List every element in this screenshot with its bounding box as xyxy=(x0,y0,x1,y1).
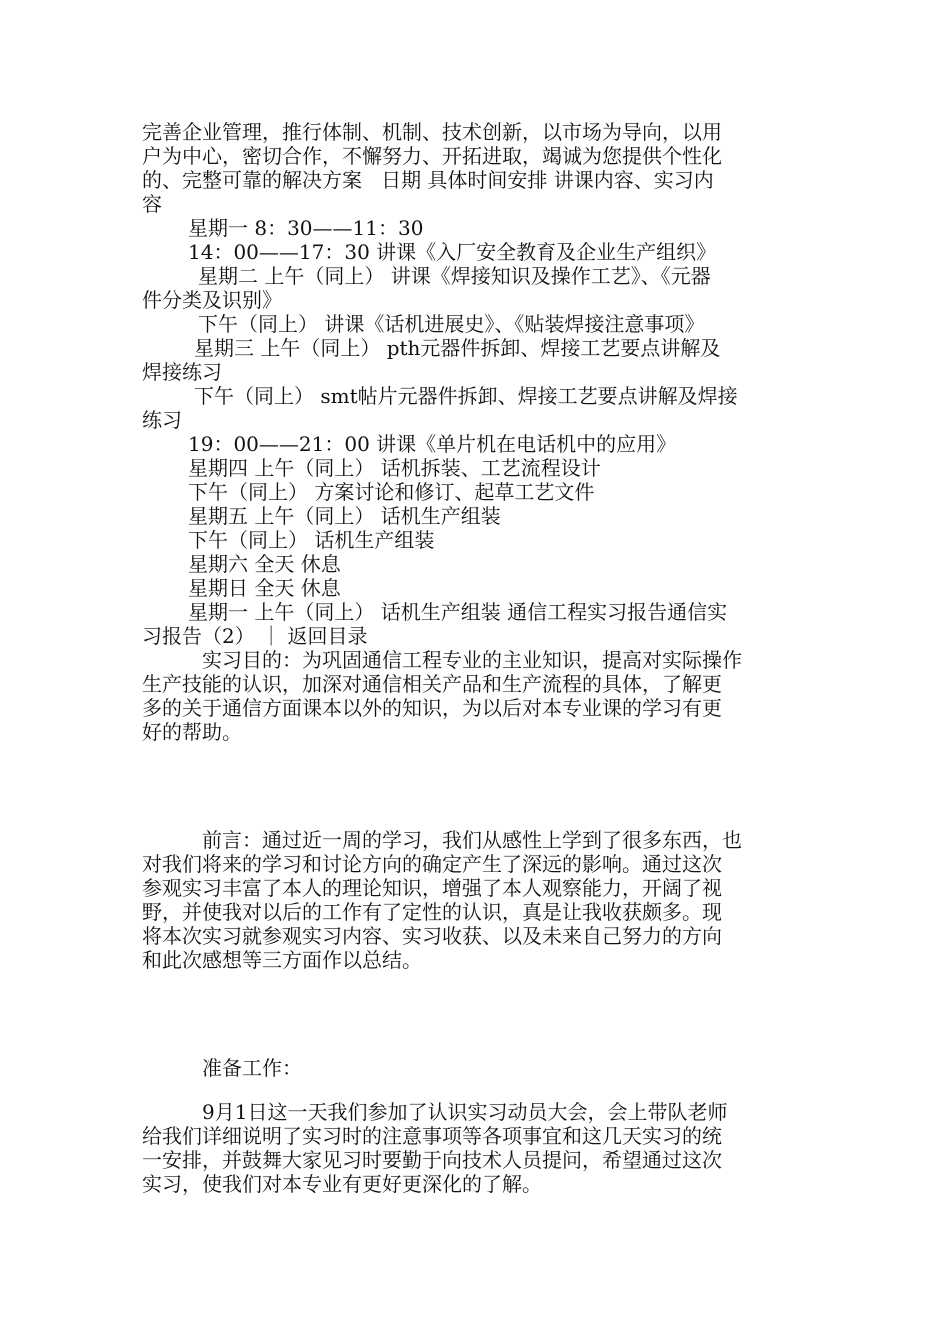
schedule-line: 习报告（2） ｜ 返回目录 xyxy=(142,624,368,648)
text-line: 多的关于通信方面课本以外的知识，为以后对本专业课的学习有更 xyxy=(142,696,722,720)
text-line: 参观实习丰富了本人的理论知识，增强了本人观察能力，开阔了视 xyxy=(142,876,722,900)
preface-paragraph xyxy=(142,828,812,972)
schedule-line: 件分类及识别》 xyxy=(142,288,282,312)
text-line: 实习，使我们对本专业有更好更深化的了解。 xyxy=(142,1172,542,1196)
intro-paragraph xyxy=(142,120,812,216)
schedule-line: 星期五 上午（同上） 话机生产组装 xyxy=(188,504,501,528)
text-line: 给我们详细说明了实习时的注意事项等各项事宜和这几天实习的统 xyxy=(142,1124,722,1148)
schedule-line: 星期六 全天 休息 xyxy=(188,552,341,576)
section-heading: 准备工作： xyxy=(202,1056,302,1080)
schedule-line: 19：00——21：00 讲课《单片机在电话机中的应用》 xyxy=(188,432,677,456)
spacer xyxy=(142,744,812,828)
text-line: 一安排，并鼓舞大家见习时要勤于向技术人员提问，希望通过这次 xyxy=(142,1148,722,1172)
schedule-line: 星期四 上午（同上） 话机拆装、工艺流程设计 xyxy=(188,456,601,480)
text-line: 完善企业管理，推行体制、机制、技术创新，以市场为导向，以用 xyxy=(142,120,722,144)
schedule-line: 练习 xyxy=(142,408,182,432)
document-body xyxy=(142,120,812,1196)
schedule-line: 下午（同上） 话机生产组装 xyxy=(188,528,435,552)
schedule-line: 星期三 上午（同上） pth元器件拆卸、焊接工艺要点讲解及 xyxy=(194,336,721,360)
schedule-line: 星期一 上午（同上） 话机生产组装 通信工程实习报告通信实 xyxy=(188,600,728,624)
text-line: 户为中心，密切合作，不懈努力、开拓进取，竭诚为您提供个性化 xyxy=(142,144,722,168)
text-line: 前言：通过近一周的学习，我们从感性上学到了很多东西，也 xyxy=(202,828,742,852)
schedule-line: 焊接练习 xyxy=(142,360,222,384)
schedule-line: 下午（同上） 方案讨论和修订、起草工艺文件 xyxy=(188,480,595,504)
schedule-line: 下午（同上） 讲课《话机进展史》、《贴装焊接注意事项》 xyxy=(198,312,705,336)
text-line: 9月1日这一天我们参加了认识实习动员大会，会上带队老师 xyxy=(202,1100,728,1124)
schedule-list xyxy=(142,216,812,648)
text-line: 的、完整可靠的解决方案 日期 具体时间安排 讲课内容、实习内 xyxy=(142,168,714,192)
text-line: 和此次感想等三方面作以总结。 xyxy=(142,948,422,972)
text-line: 实习目的：为巩固通信工程专业的主业知识，提高对实际操作 xyxy=(202,648,742,672)
text-line: 野，并使我对以后的工作有了定性的认识，真是让我收获颇多。现 xyxy=(142,900,722,924)
text-line: 容 xyxy=(142,192,162,216)
schedule-line: 下午（同上） smt帖片元器件拆卸、焊接工艺要点讲解及焊接 xyxy=(194,384,738,408)
spacer xyxy=(142,1080,812,1100)
text-line: 对我们将来的学习和讨论方向的确定产生了深远的影响。通过这次 xyxy=(142,852,722,876)
spacer xyxy=(142,972,812,1056)
schedule-line: 星期日 全天 休息 xyxy=(188,576,341,600)
text-line: 好的帮助。 xyxy=(142,720,242,744)
schedule-line: 星期二 上午（同上） 讲课《焊接知识及操作工艺》、《元器 xyxy=(198,264,711,288)
schedule-line: 14：00——17：30 讲课《入厂安全教育及企业生产组织》 xyxy=(188,240,717,264)
text-line: 将本次实习就参观实习内容、实习收获、以及未来自己努力的方向 xyxy=(142,924,722,948)
schedule-line: 星期一 8：30——11：30 xyxy=(188,216,424,240)
purpose-paragraph xyxy=(142,648,812,744)
prep-paragraph xyxy=(142,1100,812,1196)
text-line: 生产技能的认识，加深对通信相关产品和生产流程的具体，了解更 xyxy=(142,672,722,696)
